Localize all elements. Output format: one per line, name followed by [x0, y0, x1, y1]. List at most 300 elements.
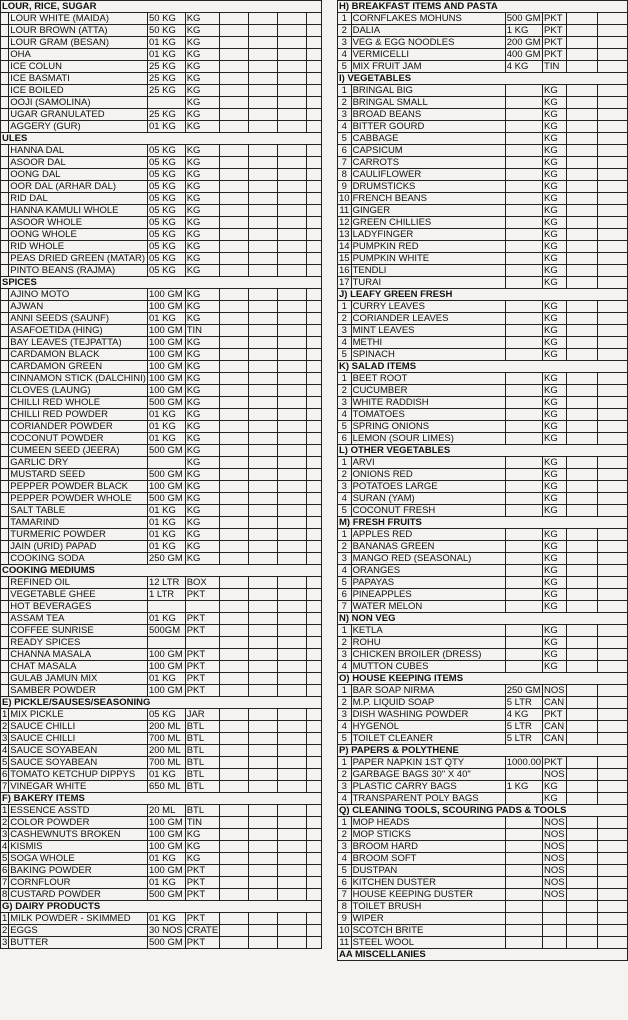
item-name: CORIANDER POWDER — [9, 421, 148, 433]
blank-entry-cell — [597, 817, 627, 829]
item-number: 10 — [339, 925, 350, 936]
blank-entry-cell — [220, 517, 249, 529]
item-number: 1 — [2, 709, 8, 720]
item-quantity: 01 KG — [147, 409, 185, 421]
blank-entry-cell — [249, 325, 278, 337]
item-row — [338, 145, 628, 157]
blank-entry-cell — [597, 541, 627, 553]
section-title: K) SALAD ITEMS — [338, 361, 628, 373]
item-unit: KG — [543, 781, 567, 793]
blank-entry-cell — [220, 193, 249, 205]
item-quantity: 20 ML — [147, 805, 185, 817]
item-name: MINT LEAVES — [351, 325, 505, 337]
blank-entry-cell — [307, 577, 322, 589]
item-quantity — [505, 877, 542, 889]
blank-entry-cell — [278, 637, 307, 649]
item-number: 9 — [338, 913, 352, 925]
item-name: BROAD BEANS — [351, 109, 505, 121]
blank-entry-cell — [249, 145, 278, 157]
blank-entry-cell — [307, 217, 322, 229]
item-unit: KG — [185, 109, 220, 121]
item-name: CHICKEN BROILER (DRESS) — [351, 649, 505, 661]
item-row — [1, 385, 322, 397]
item-unit: KG — [185, 469, 220, 481]
item-unit: KG — [543, 493, 567, 505]
section-header-row — [338, 949, 628, 961]
item-row — [338, 817, 628, 829]
blank-entry-cell — [278, 421, 307, 433]
item-unit: KG — [185, 85, 220, 97]
item-number: 16 — [339, 265, 350, 276]
item-unit: NOS — [544, 829, 565, 840]
item-row — [338, 661, 628, 673]
item-number — [1, 601, 9, 613]
blank-entry-cell — [278, 721, 307, 733]
blank-entry-cell — [249, 781, 278, 793]
item-quantity: 100 GM — [147, 817, 185, 829]
blank-entry-cell — [307, 541, 322, 553]
blank-entry-cell — [278, 841, 307, 853]
item-name: KETLA — [351, 625, 505, 637]
item-number — [1, 313, 9, 325]
item-row — [1, 853, 322, 865]
blank-entry-cell — [220, 109, 249, 121]
blank-entry-cell — [220, 673, 249, 685]
item-row — [1, 121, 322, 133]
blank-entry-cell — [278, 685, 307, 697]
blank-entry-cell — [566, 601, 597, 613]
item-number — [1, 457, 9, 469]
item-name: SOGA WHOLE — [9, 853, 148, 865]
item-unit: KG — [543, 121, 567, 133]
item-number — [1, 337, 9, 349]
item-name: CORIANDER LEAVES — [351, 313, 505, 325]
blank-entry-cell — [220, 157, 249, 169]
item-unit: KG — [543, 529, 567, 541]
item-row — [338, 25, 628, 37]
blank-entry-cell — [249, 553, 278, 565]
blank-entry-cell — [566, 97, 597, 109]
item-number — [1, 481, 9, 493]
item-name: BROOM SOFT — [351, 853, 505, 865]
blank-entry-cell — [597, 685, 627, 697]
blank-entry-cell — [220, 421, 249, 433]
blank-entry-cell — [597, 37, 627, 49]
item-row — [338, 913, 628, 925]
blank-entry-cell — [307, 121, 322, 133]
blank-entry-cell — [307, 757, 322, 769]
item-row — [338, 505, 628, 517]
item-row — [1, 253, 322, 265]
blank-entry-cell — [220, 685, 249, 697]
blank-entry-cell — [307, 289, 322, 301]
blank-entry-cell — [307, 745, 322, 757]
blank-entry-cell — [566, 889, 597, 901]
item-unit: CAN — [543, 733, 567, 745]
item-name: HOT BEVERAGES — [9, 601, 148, 613]
item-number — [1, 145, 9, 157]
item-name: CHILLI RED WHOLE — [9, 397, 148, 409]
blank-entry-cell — [278, 865, 307, 877]
item-unit: KG — [543, 145, 567, 157]
blank-entry-cell — [278, 229, 307, 241]
item-name: TOMATO KETCHUP DIPPYS — [9, 769, 148, 781]
item-quantity: 01 KG — [147, 313, 185, 325]
item-quantity: 01 KG — [147, 913, 185, 925]
item-quantity — [505, 889, 542, 901]
item-number — [1, 121, 9, 133]
item-name: PEAS DRIED GREEN (MATAR) — [9, 253, 148, 265]
item-name: AJWAN — [9, 301, 148, 313]
item-number: 3 — [338, 37, 352, 49]
item-number: 1 — [338, 301, 352, 313]
item-quantity — [505, 265, 542, 277]
item-number: 2 — [338, 541, 352, 553]
blank-entry-cell — [249, 673, 278, 685]
blank-entry-cell — [249, 205, 278, 217]
blank-entry-cell — [278, 709, 307, 721]
item-row — [1, 289, 322, 301]
blank-entry-cell — [278, 13, 307, 25]
item-unit: KG — [543, 157, 567, 169]
item-number: 3 — [338, 109, 352, 121]
blank-entry-cell — [278, 733, 307, 745]
item-row — [1, 13, 322, 25]
blank-entry-cell — [307, 469, 322, 481]
item-quantity: 12 LTR — [147, 577, 185, 589]
item-unit: KG — [185, 169, 220, 181]
item-quantity — [147, 457, 185, 469]
item-number — [1, 25, 9, 37]
item-name: OONG WHOLE — [9, 229, 148, 241]
blank-entry-cell — [249, 577, 278, 589]
item-quantity: 100 GM — [147, 649, 185, 661]
item-row — [1, 397, 322, 409]
blank-entry-cell — [220, 913, 249, 925]
item-unit: KG — [185, 541, 220, 553]
blank-entry-cell — [220, 433, 249, 445]
item-name: MOP STICKS — [351, 829, 505, 841]
blank-entry-cell — [307, 49, 322, 61]
section-header-row — [1, 565, 322, 577]
blank-entry-cell — [278, 661, 307, 673]
blank-entry-cell — [249, 49, 278, 61]
item-unit: KG — [185, 25, 220, 37]
blank-entry-cell — [307, 253, 322, 265]
item-quantity — [505, 925, 542, 937]
item-name: DUSTPAN — [351, 865, 505, 877]
item-name: HANNA DAL — [9, 145, 148, 157]
blank-entry-cell — [307, 301, 322, 313]
blank-entry-cell — [307, 685, 322, 697]
item-quantity — [505, 553, 542, 565]
blank-entry-cell — [249, 241, 278, 253]
item-quantity — [505, 157, 542, 169]
item-unit: BTL — [185, 757, 220, 769]
item-number: 2 — [338, 97, 352, 109]
section-title: L) OTHER VEGETABLES — [338, 445, 628, 457]
blank-entry-cell — [566, 937, 597, 949]
item-quantity: 100 GM — [147, 301, 185, 313]
blank-entry-cell — [220, 637, 249, 649]
blank-entry-cell — [307, 877, 322, 889]
item-number: 3 — [338, 553, 352, 565]
item-unit: KG — [185, 517, 220, 529]
item-row — [338, 457, 628, 469]
blank-entry-cell — [220, 781, 249, 793]
blank-entry-cell — [220, 529, 249, 541]
blank-entry-cell — [220, 409, 249, 421]
item-number: 3 — [338, 481, 352, 493]
blank-entry-cell — [278, 265, 307, 277]
blank-entry-cell — [307, 109, 322, 121]
blank-entry-cell — [597, 85, 627, 97]
blank-entry-cell — [566, 757, 597, 769]
item-quantity: 05 KG — [147, 193, 185, 205]
item-row — [1, 709, 322, 721]
blank-entry-cell — [278, 313, 307, 325]
blank-entry-cell — [307, 649, 322, 661]
item-row — [338, 265, 628, 277]
item-unit: PKT — [543, 25, 567, 37]
blank-entry-cell — [249, 73, 278, 85]
blank-entry-cell — [249, 37, 278, 49]
section-header-row — [1, 277, 322, 289]
blank-entry-cell — [597, 913, 627, 925]
blank-entry-cell — [278, 109, 307, 121]
item-quantity — [505, 313, 542, 325]
blank-entry-cell — [220, 829, 249, 841]
item-quantity — [505, 913, 542, 925]
item-number — [1, 385, 9, 397]
item-row — [1, 85, 322, 97]
blank-entry-cell — [278, 25, 307, 37]
blank-entry-cell — [278, 157, 307, 169]
blank-entry-cell — [249, 25, 278, 37]
item-quantity: 250 GM — [147, 553, 185, 565]
item-quantity: 25 KG — [147, 109, 185, 121]
blank-entry-cell — [249, 721, 278, 733]
blank-entry-cell — [597, 337, 627, 349]
blank-entry-cell — [597, 481, 627, 493]
item-name: AGGERY (GUR) — [9, 121, 148, 133]
item-row — [338, 49, 628, 61]
blank-entry-cell — [278, 529, 307, 541]
item-row — [338, 169, 628, 181]
item-quantity — [505, 121, 542, 133]
blank-entry-cell — [220, 181, 249, 193]
item-unit: BTL — [185, 733, 220, 745]
blank-entry-cell — [307, 505, 322, 517]
blank-entry-cell — [566, 109, 597, 121]
item-name: FRENCH BEANS — [351, 193, 505, 205]
blank-entry-cell — [566, 565, 597, 577]
item-name: RID WHOLE — [9, 241, 148, 253]
item-quantity: 05 KG — [147, 241, 185, 253]
item-quantity: 1 KG — [505, 781, 542, 793]
item-row — [1, 409, 322, 421]
item-row — [338, 793, 628, 805]
blank-entry-cell — [249, 13, 278, 25]
item-unit: PKT — [185, 613, 220, 625]
blank-entry-cell — [597, 217, 627, 229]
item-quantity — [505, 169, 542, 181]
item-name: DRUMSTICKS — [351, 181, 505, 193]
blank-entry-cell — [566, 589, 597, 601]
item-row — [338, 385, 628, 397]
item-number: 5 — [338, 865, 352, 877]
blank-entry-cell — [566, 37, 597, 49]
item-unit: KG — [185, 13, 220, 25]
item-row — [1, 229, 322, 241]
blank-entry-cell — [307, 613, 322, 625]
item-row — [1, 877, 322, 889]
blank-entry-cell — [249, 169, 278, 181]
blank-entry-cell — [249, 469, 278, 481]
item-unit: KG — [543, 649, 567, 661]
item-unit: KG — [543, 277, 567, 289]
item-name: ICE BOILED — [9, 85, 148, 97]
blank-entry-cell — [220, 649, 249, 661]
item-name: DISH WASHING POWDER — [351, 709, 505, 721]
item-unit: NOS — [544, 877, 565, 888]
item-unit: KG — [543, 661, 567, 673]
blank-entry-cell — [278, 121, 307, 133]
blank-entry-cell — [278, 73, 307, 85]
item-unit: KG — [185, 61, 220, 73]
item-quantity: 01 KG — [147, 421, 185, 433]
blank-entry-cell — [597, 589, 627, 601]
blank-entry-cell — [566, 709, 597, 721]
item-row — [338, 253, 628, 265]
blank-entry-cell — [307, 445, 322, 457]
blank-entry-cell — [278, 613, 307, 625]
item-name: CHILLI RED POWDER — [9, 409, 148, 421]
blank-entry-cell — [278, 937, 307, 949]
blank-entry-cell — [597, 373, 627, 385]
blank-entry-cell — [249, 817, 278, 829]
item-quantity — [505, 841, 542, 853]
item-row — [338, 97, 628, 109]
blank-entry-cell — [249, 829, 278, 841]
blank-entry-cell — [278, 577, 307, 589]
blank-entry-cell — [249, 637, 278, 649]
item-number — [1, 13, 9, 25]
blank-entry-cell — [278, 553, 307, 565]
blank-entry-cell — [220, 97, 249, 109]
item-number — [1, 577, 9, 589]
blank-entry-cell — [278, 517, 307, 529]
blank-entry-cell — [220, 265, 249, 277]
item-unit: PKT — [543, 709, 567, 721]
blank-entry-cell — [278, 373, 307, 385]
blank-entry-cell — [278, 829, 307, 841]
blank-entry-cell — [566, 541, 597, 553]
item-name: KITCHEN DUSTER — [351, 877, 505, 889]
item-row — [1, 421, 322, 433]
item-row — [1, 805, 322, 817]
section-header-row — [338, 673, 628, 685]
item-unit: KG — [543, 409, 567, 421]
item-name: CARROTS — [351, 157, 505, 169]
item-row — [1, 889, 322, 901]
blank-entry-cell — [249, 589, 278, 601]
item-name: WHITE RADDISH — [351, 397, 505, 409]
item-name: SPRING ONIONS — [351, 421, 505, 433]
item-quantity: 5 LTR — [505, 697, 542, 709]
blank-entry-cell — [278, 673, 307, 685]
blank-entry-cell — [597, 925, 627, 937]
blank-entry-cell — [307, 673, 322, 685]
blank-entry-cell — [278, 625, 307, 637]
item-quantity: 650 ML — [147, 781, 185, 793]
blank-entry-cell — [220, 361, 249, 373]
blank-entry-cell — [566, 61, 597, 73]
blank-entry-cell — [566, 265, 597, 277]
item-row — [338, 829, 628, 841]
item-row — [338, 697, 628, 709]
item-number — [1, 73, 9, 85]
blank-entry-cell — [249, 121, 278, 133]
item-name: ONIONS RED — [351, 469, 505, 481]
blank-entry-cell — [597, 721, 627, 733]
item-row — [338, 565, 628, 577]
item-number — [1, 181, 9, 193]
blank-entry-cell — [220, 721, 249, 733]
blank-entry-cell — [307, 553, 322, 565]
blank-entry-cell — [597, 757, 627, 769]
item-unit: KG — [543, 433, 567, 445]
blank-entry-cell — [566, 721, 597, 733]
blank-entry-cell — [220, 145, 249, 157]
item-quantity — [505, 373, 542, 385]
blank-entry-cell — [307, 421, 322, 433]
item-row — [338, 205, 628, 217]
item-unit: KG — [185, 313, 220, 325]
item-number: 4 — [2, 841, 8, 852]
item-name: ESSENCE ASSTD — [9, 805, 148, 817]
blank-entry-cell — [307, 805, 322, 817]
item-name: CASHEWNUTS BROKEN — [9, 829, 148, 841]
blank-entry-cell — [597, 97, 627, 109]
item-row — [338, 589, 628, 601]
blank-entry-cell — [278, 649, 307, 661]
item-name: VEGETABLE GHEE — [9, 589, 148, 601]
item-quantity — [147, 601, 185, 613]
blank-entry-cell — [307, 913, 322, 925]
item-unit: KG — [543, 325, 567, 337]
item-name: VINEGAR WHITE — [9, 781, 148, 793]
item-quantity — [505, 181, 542, 193]
item-row — [338, 61, 628, 73]
blank-entry-cell — [220, 769, 249, 781]
item-number: 6 — [2, 865, 8, 876]
item-number — [1, 169, 9, 181]
item-row — [1, 445, 322, 457]
item-name: BROOM HARD — [351, 841, 505, 853]
item-name: OOJI (SAMOLINA) — [9, 97, 148, 109]
item-row — [338, 301, 628, 313]
item-row — [1, 157, 322, 169]
blank-entry-cell — [278, 445, 307, 457]
blank-entry-cell — [278, 337, 307, 349]
blank-entry-cell — [597, 253, 627, 265]
item-name: HOUSE KEEPING DUSTER — [351, 889, 505, 901]
blank-entry-cell — [249, 613, 278, 625]
blank-entry-cell — [220, 49, 249, 61]
blank-entry-cell — [307, 721, 322, 733]
item-number: 7 — [338, 889, 352, 901]
